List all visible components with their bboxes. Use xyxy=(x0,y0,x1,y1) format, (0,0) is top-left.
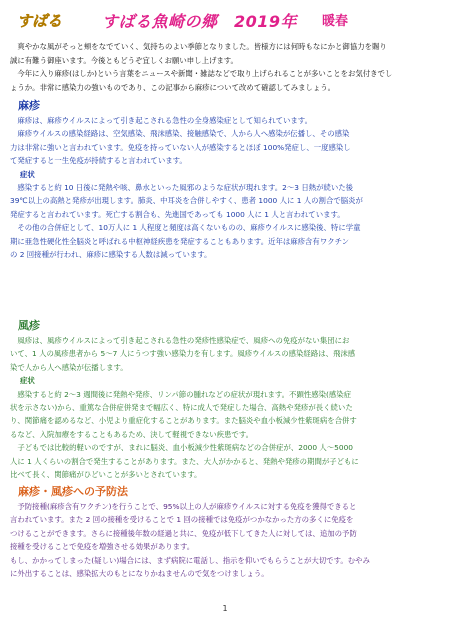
intro-paragraph xyxy=(10,40,440,94)
rubella-section xyxy=(10,318,440,481)
subaru-logo xyxy=(16,8,63,32)
rubella-line: 風疹は、風疹ウイルスによって引き起こされる急性の発疹性感染症で、風疹への免疫がない集団にお xyxy=(10,336,350,345)
prevention-line: 予防接種(麻疹含有ワクチン)を行うことで、95%以上の人が麻疹ウイルスに対する免疫を獲得できると xyxy=(10,502,357,511)
prevention-section xyxy=(10,484,440,580)
page-number: 1 xyxy=(222,604,228,613)
rubella-symptom-line: 感染すると約 2～3 週間後に発熱や発疹、リンパ節の腫れなどの症状が現れます。不顕性感染(感染症 xyxy=(10,389,352,399)
measles-symptom-line: 発症すると言われています。死亡する割合も、先進国であっても 1000 人に 1 人と言われています。 xyxy=(10,209,345,219)
page-title: すばる魚崎の郷 2019年 xyxy=(102,12,298,31)
intro-line: 誠に有難う御座います。今後ともどうぞ宜しくお願い申し上げます。 xyxy=(10,55,238,65)
rubella-symptom-line: り、関節痛を認めるなど、小児より重症化することがあります。また脳炎や血小板減少性紫斑病を合併す xyxy=(10,416,357,426)
measles-section xyxy=(10,98,440,261)
rubella-symptom-line: るなど、入院加療をすることもあるため、決して軽視できない疾患です。 xyxy=(10,429,254,439)
prevention-line: 接種を受けることで免疫を増強させる効果があります。 xyxy=(10,542,195,552)
measles-symptom-line: 期に亜急性硬化性全脳炎と呼ばれる中枢神経疾患を発症することもあります。近年は麻疹含有ワクチン xyxy=(10,236,350,246)
intro-line: ょうか。非常に感染力の強いものであり、この記事から麻疹について改めて確認してみましょう。 xyxy=(10,82,336,92)
measles-title: 麻疹 xyxy=(18,99,40,112)
measles-symptom-line: その他の合併症として、10万人に 1 人程度と頻度は高くないものの、麻疹ウイルスに感染後、特に学童 xyxy=(10,223,361,233)
intro-line: 今年に入り麻疹(はしか)という言葉をニュースや新聞・雑誌などで取り上げられることが多いことをお気付きでし xyxy=(10,69,393,79)
rubella-line: いて、1 人の風疹患者から 5～7 人にうつす強い感染力を有します。風疹ウイルスの感染経路は、飛沫感 xyxy=(10,349,356,359)
measles-symptom-line: の 2 回接種が行われ、麻疹に感染する人数は減っています。 xyxy=(10,250,212,260)
prevention-line: つけることができます。さらに接種後年数の経過と共に、免疫が低下してきた人に対しては、追加の予防 xyxy=(10,528,357,538)
rubella-title: 風疹 xyxy=(18,319,40,332)
svg-text:すばる: すばる xyxy=(17,12,63,30)
rubella-line: 染で人から人へ感染が伝播します。 xyxy=(10,362,128,372)
measles-line: て発症すると一生免疫が持続すると言われています。 xyxy=(10,156,187,166)
rubella-symptom-line: 比べて長く、関節痛がひどいことが多いとされています。 xyxy=(10,470,202,480)
prevention-line: もし、かかってしまった(疑しい)場合には、まず病院に電話し、指示を仰いでもらうことが大切です。むやみ xyxy=(10,555,370,565)
prevention-line: 言われています。また 2 回の接種を受けることで 1 回の接種では免疫がつかなかった方の多くに免疫を xyxy=(10,515,354,525)
measles-symptom-title: 症状 xyxy=(20,169,35,179)
intro-line: 爽やかな風がそっと頬をなでていく、気持ちのよい季節となりました。皆様方には何時もなにかと御協力を賜り xyxy=(10,42,387,51)
prevention-line: に外出することは、感染拡大のもとになりかねませんので気をつけましょう。 xyxy=(10,569,269,579)
measles-symptom-line: 感染すると約 10 日後に発熱や咳、鼻水といった風邪のような症状が現れます。2～3 日熱が続いた後 xyxy=(10,183,354,193)
rubella-symptom-title: 症状 xyxy=(20,376,35,386)
prevention-title: 麻疹・風疹への予防法 xyxy=(18,485,128,498)
measles-line: 麻疹は、麻疹ウイルスによって引き起こされる急性の全身感染症として知られています。 xyxy=(10,116,312,125)
rubella-symptom-line: 状を示さない)から、重篤な合併症併発まで幅広く、特に成人で発症した場合、高熱や発疹が長く続いた xyxy=(10,403,353,413)
measles-line: 力は非常に強いと言われています。免疫を持っていない人が感染するとほぼ 100%発症し、一度感染し xyxy=(10,142,351,152)
rubella-symptom-line: 子どもでは比較的軽いのですが、まれに脳炎、血小板減少性紫斑病などの合併症が、2000 人～5000 xyxy=(10,443,353,453)
season-label: 暖春 xyxy=(322,14,349,29)
rubella-symptom-line: 人に 1 人くらいの割合で発生することがあります。また、大人がかかると、発熱や発疹の期間が子どもに xyxy=(10,456,359,466)
measles-line: 麻疹ウイルスの感染経路は、空気感染、飛沫感染、接触感染で、人から人へ感染が伝播し、その感染 xyxy=(10,129,350,139)
measles-symptom-line: 39℃以上の高熱と発疹が出現します。肺炎、中耳炎を合併しやすく、患者 1000 人に 1 人の割合で脳炎が xyxy=(10,196,363,206)
header xyxy=(0,0,450,40)
